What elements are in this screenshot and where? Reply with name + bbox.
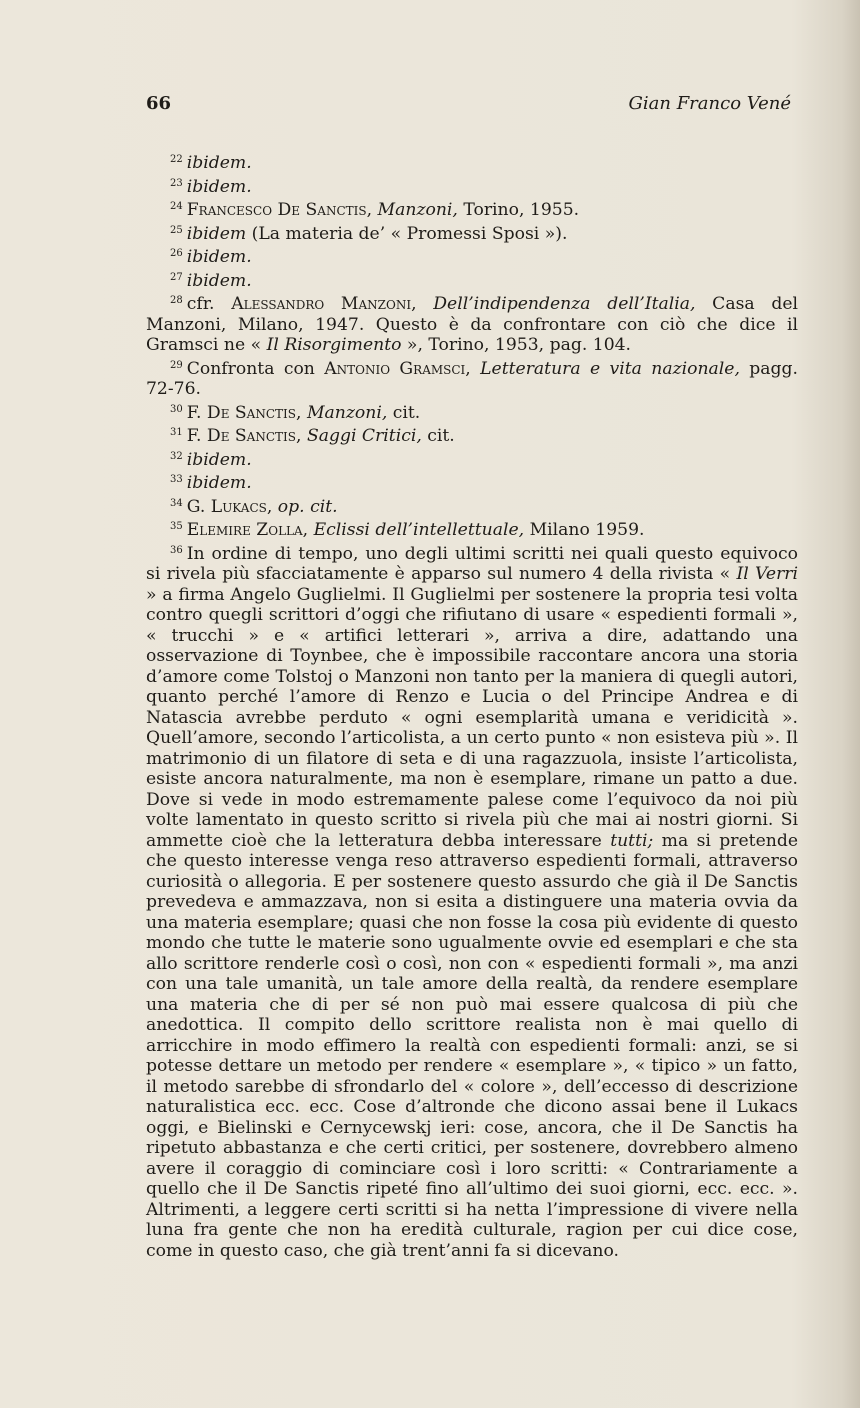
footnote-number: 30: [170, 403, 183, 415]
running-head: Gian Franco Vené: [628, 93, 791, 114]
footnote-25: [146, 221, 798, 245]
footnote-26: [146, 244, 798, 268]
footnote-text: ibidem.: [186, 449, 252, 470]
footnote-text: ibidem.: [186, 153, 252, 173]
footnote-text-part-3: ma si pretende che questo interesse venga reso attraverso espedienti formali, attraverso curiosità o allegoria. E per sostenere questo assurdo che già il De Sanctis prevedeva e ammazzava, non si esita a distinguere una materia ovvia da una materia esemplare; quasi che non fosse la cosa più evidente di questo mondo che tutte le materie sono ugualmente ovvie ed esemplari e che sta allo scrittore renderle così o così, non con « espedienti formali », ma anzi con una tale umanità, un tale amore della realtà, da rendere esemplare una materia che di per sé non può mai essere qualcosa di più che anedottica. Il compito dello scrittore realista non è mai quello di arricchire in modo effimero la realtà con espedienti formali: anzi, se si potesse dettare un metodo per rendere « esemplare », « tipico » un fatto, il metodo sarebbe di sfrondarlo del « colore », dell’eccesso di descrizione naturalistica ecc. ecc. Cose d’altronde che dicono assai bene il Lukacs oggi, e Bielinski e Cernycewskj ieri: cose, ancora, che il De Sanctis ha ripetuto abbastanza e che certi critici, per sostenere, dovrebbero almeno avere il coraggio di cominciare così i loro scritti: « Contrariamente a quello che il De Sanctis ripeté fino all’ultimo dei suoi giorni, ecc. ecc. ». Altrimenti, a leggere certi scritti si ha netta l’impressione di vivere nella luna fra gente che non ha eredità culturale, ragion per cui dice cose, come in questo caso, che già trent’anni fa si dicevano.: [146, 830, 798, 1261]
footnote-title: op. cit.: [277, 496, 338, 517]
footnote-number: 24: [170, 201, 183, 212]
footnote-rest: Torino, 1955.: [457, 200, 580, 220]
footnote-author: Elemire Zolla,: [186, 520, 309, 540]
footnote-rest: cit.: [421, 426, 455, 446]
footnote-number: 36: [170, 544, 183, 556]
footnote-emphasis: tutti;: [610, 830, 654, 851]
page-number: 66: [146, 93, 172, 114]
footnote-pre: cfr.: [186, 294, 232, 314]
footnote-34: [146, 494, 798, 518]
footnote-number: 33: [170, 474, 183, 485]
footnotes: [146, 150, 798, 1261]
footnote-number: 35: [170, 521, 183, 532]
footnote-author: Alessandro Manzoni,: [231, 294, 417, 314]
footnote-text: ibidem.: [186, 473, 252, 493]
footnote-journal-title: Il Verri: [736, 564, 798, 584]
footnote-number: 34: [170, 497, 183, 509]
footnote-number: 23: [170, 177, 183, 189]
footnote-title: Manzoni,: [377, 200, 458, 220]
footnote-text-part-1: In ordine di tempo, uno degli ultimi scritti nei quali questo equivoco si rivela più sfacciatamente è apparso sul numero 4 della rivista «: [146, 543, 798, 584]
footnote-rest: cit.: [387, 402, 421, 423]
footnote-rest: », Torino, 1953, pag. 104.: [401, 335, 632, 355]
page-header: [146, 93, 791, 119]
footnote-number: 22: [170, 154, 183, 165]
footnote-rest: Milano 1959.: [524, 520, 645, 540]
footnote-title: Dell’indipendenza dell’Italia,: [433, 294, 696, 314]
footnote-title: Saggi Critici,: [306, 426, 422, 446]
footnote-32: [146, 447, 798, 471]
footnote-number: 26: [170, 248, 183, 259]
footnote-rest: (La materia de’ « Promessi Sposi »).: [246, 223, 568, 244]
footnote-35: [146, 517, 798, 541]
footnote-title: Eclissi dell’intellettuale,: [313, 520, 525, 540]
footnote-23: [146, 174, 798, 198]
footnote-title-2: Il Risorgimento: [266, 335, 402, 355]
footnote-number: 28: [170, 295, 183, 306]
footnote-30: [146, 400, 798, 424]
footnote-number: 29: [170, 359, 183, 371]
footnote-pre: Confronta con: [186, 358, 325, 379]
footnote-27: [146, 268, 798, 292]
footnote-text: ibidem.: [186, 176, 252, 197]
footnote-29: [146, 356, 798, 400]
footnote-number: 32: [170, 450, 183, 462]
footnote-number: 31: [170, 427, 183, 438]
footnote-author: G. Lukacs,: [186, 496, 273, 517]
footnote-author: Antonio Gramsci,: [324, 358, 471, 379]
footnote-24: [146, 197, 798, 221]
footnote-author: Francesco De Sanctis,: [186, 200, 373, 220]
footnote-28: [146, 291, 798, 356]
footnote-title: Manzoni,: [306, 402, 388, 423]
footnote-33: [146, 470, 798, 494]
footnote-rest: pagg. 72-76.: [146, 358, 799, 399]
footnote-author: F. De Sanctis,: [186, 426, 302, 446]
footnote-author: F. De Sanctis,: [186, 402, 302, 423]
footnote-22: [146, 150, 798, 174]
footnote-31: [146, 423, 798, 447]
footnote-36: [146, 541, 798, 1262]
footnote-mid: Casa del Manzoni, Milano, 1947. Questo è da confrontare con ciò che dice il Gramsci ne «: [146, 294, 798, 355]
footnote-number: 27: [170, 271, 183, 283]
footnote-ibidem: ibidem: [186, 223, 247, 244]
footnote-text: ibidem.: [186, 270, 252, 291]
footnote-number: 25: [170, 224, 183, 236]
footnote-text-part-2: » a firma Angelo Guglielmi. Il Guglielmi per sostenere la propria tesi volta contro quegli scrittori d’oggi che rifiutano di usare « espedienti formali », « trucchi » e « artifici letterari », arriva a dire, adattando una osservazione di Toynbee, che è impossibile raccontare ancora una storia d’amore come Tolstoj o Manzoni non tanto per la maniera di quegli autori, quanto perché l’amore di Renzo e Lucia o del Principe Andrea e di Natascia avrebbe perduto « ogni esemplarità umana e veridicità ». Quell’amore, secondo l’articolista, a un certo punto « non esisteva più ». Il matrimonio di un filatore di seta e di una ragazzuola, insiste l’articolista, esiste ancora naturalmente, ma non è esemplare, rimane un patto a due. Dove si vede in modo estremamente palese come l’equivoco da noi più volte lamentato in questo scritto si rivela più che mai ai nostri giorni. Si ammette cioè che la letteratura debba interessare: [146, 584, 798, 851]
footnote-text: ibidem.: [186, 247, 252, 267]
footnote-title: Letteratura e vita nazionale,: [480, 358, 740, 379]
